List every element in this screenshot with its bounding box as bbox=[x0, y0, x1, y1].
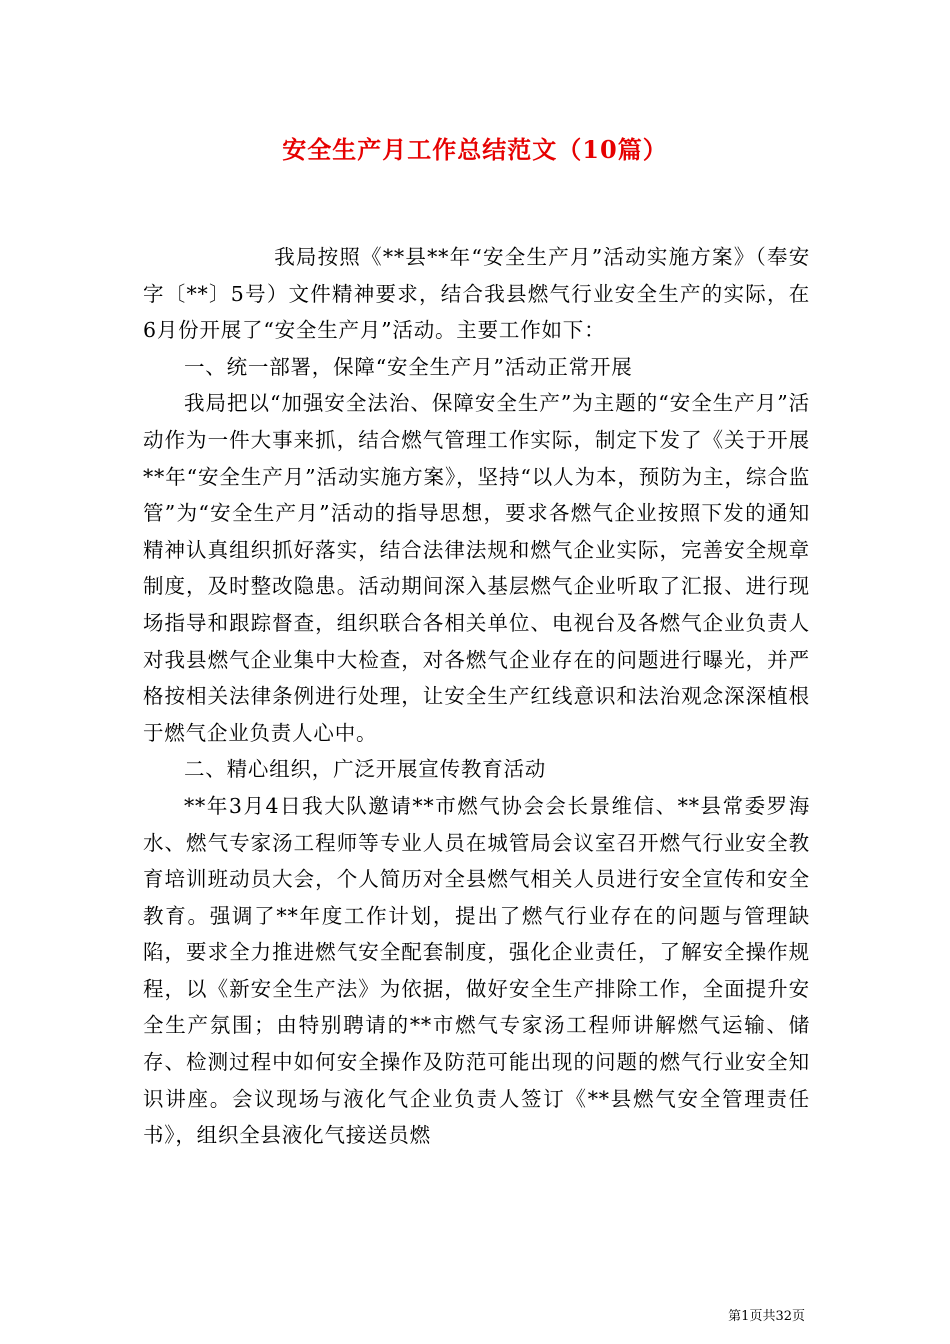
paragraph-intro: 我局按照《**县**年“安全生产月”活动实施方案》（奉安字〔**〕5号）文件精神要求，结合我县燃气行业安全生产的实际，在6月份开展了“安全生产月”活动。主要工作如下： bbox=[143, 245, 810, 343]
paragraph-section-1: 我局把以“加强安全法治、保障安全生产”为主题的“安全生产月”活动作为一件大事来抓，结合燃气管理工作实际，制定下发了《关于开展**年“安全生产月”活动实施方案》，坚持“以人为本，预防为主，综合监管”为“安全生产月”活动的指导思想，要求各燃气企业按照下发的通知精神认真组织抓好落实，结合法律法规和燃气企业实际，完善安全规章制度，及时整改隐患。活动期间深入基层燃气企业听取了汇报、进行现场指导和跟踪督查，组织联合各相关单位、电视台及各燃气企业负责人对我县燃气企业集中大检查，对各燃气企业存在的问题进行曝光，并严格按相关法律条例进行处理，让安全生产红线意识和法治观念深深植根于燃气企业负责人心中。 bbox=[143, 391, 810, 745]
paragraph-section-2: **年3月4日我大队邀请**市燃气协会会长景维信、**县常委罗海水、燃气专家汤工程师等专业人员在城管局会议室召开燃气行业安全教育培训班动员大会，个人简历对全县燃气相关人员进行安全宣传和安全教育。强调了**年度工作计划，提出了燃气行业存在的问题与管理缺陷，要求全力推进燃气安全配套制度，强化企业责任，了解安全操作规程，以《新安全生产法》为依据，做好安全生产排除工作，全面提升安全生产氛围；由特别聘请的**市燃气专家汤工程师讲解燃气运输、储存、检测过程中如何安全操作及防范可能出现的问题的燃气行业安全知识讲座。会议现场与液化气企业负责人签订《**县燃气安全管理责任书》，组织全县液化气接送员燃 bbox=[143, 793, 810, 1148]
section-heading-2: 二、精心组织，广泛开展宣传教育活动 bbox=[184, 757, 547, 782]
section-heading-1: 一、统一部署，保障“安全生产月”活动正常开展 bbox=[184, 354, 633, 379]
document-title: 安全生产月工作总结范文（10篇） bbox=[282, 135, 668, 164]
page-number: 第1页共32页 bbox=[728, 1309, 805, 1324]
document-body bbox=[143, 239, 810, 1154]
